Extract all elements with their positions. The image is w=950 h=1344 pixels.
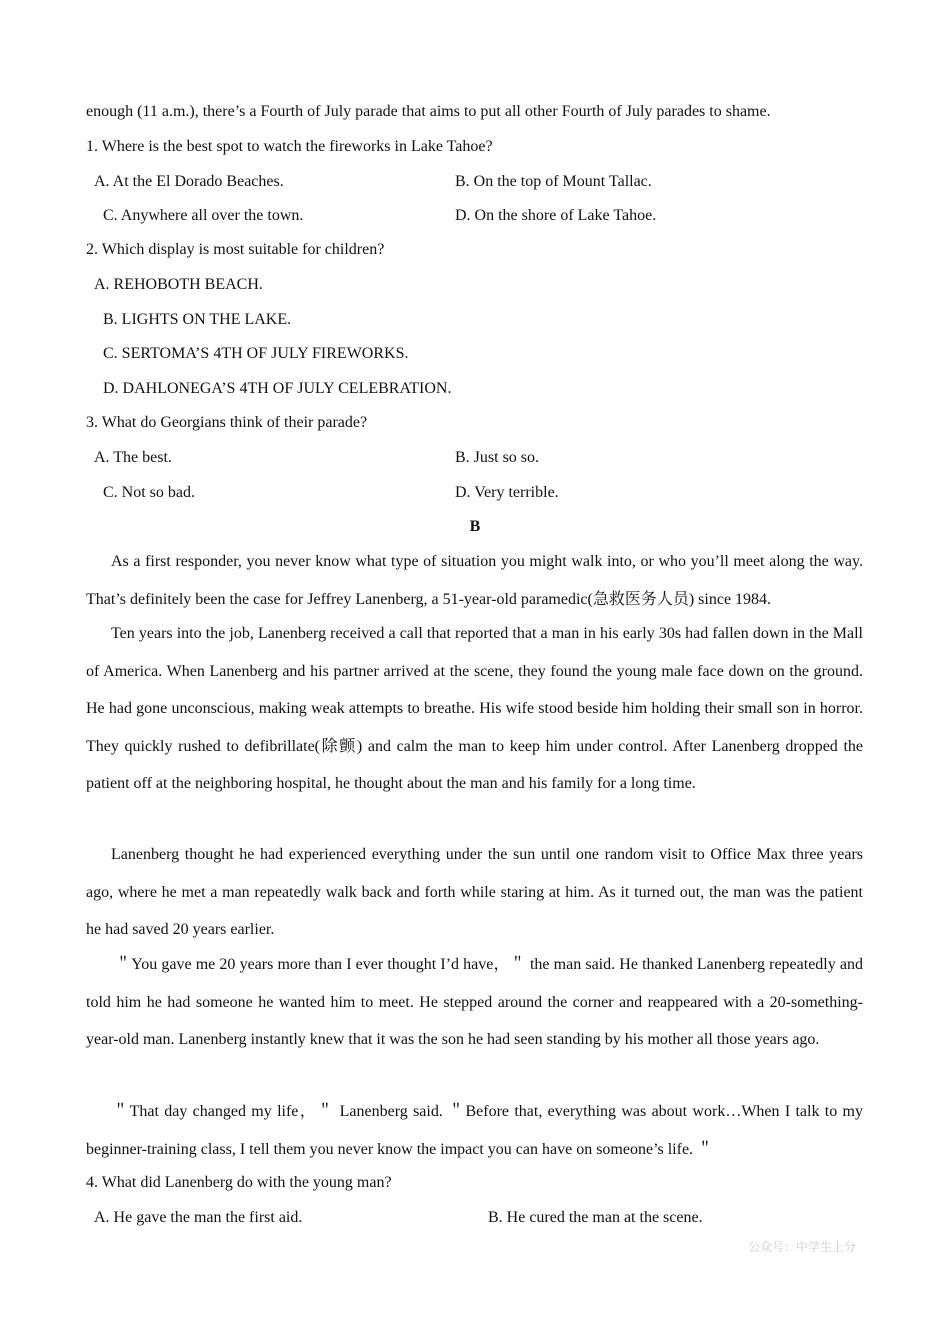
question-4: 4. What did Lanenberg do with the young man? [86, 1174, 392, 1191]
passage-b-paragraph-4: ＂You gave me 20 years more than I ever thought I’d have，＂ the man said. He thanked Lanenberg repeatedly and told him he had someone he wanted him to meet. He stepped around the corner and reappeared with a 20-something-year-old man. Lanenberg instantly knew that it was the son he had seen standing by his mother all those years ago. [86, 956, 863, 1048]
question-3: 3. What do Georgians think of their parade? [86, 414, 368, 431]
q4-option-a: A. He gave the man the first aid. [94, 1209, 303, 1226]
q4-option-b: B. He cured the man at the scene. [488, 1209, 703, 1226]
question-1: 1. Where is the best spot to watch the fireworks in Lake Tahoe? [86, 138, 493, 155]
passage-b-paragraph-1: As a first responder, you never know what type of situation you might walk into, or who you’ll meet along the way. That’s definitely been the case for Jeffrey Lanenberg, a 51-year-old paramedic(急救医务人员) since 1984. [86, 553, 863, 608]
q3-option-c: C. Not so bad. [103, 484, 195, 501]
q1-option-b: B. On the top of Mount Tallac. [455, 173, 652, 190]
passage-b-paragraph-3: Lanenberg thought he had experienced everything under the sun until one random visit to Office Max three years ago, where he met a man repeatedly walk back and forth while staring at him. As it turned out, the man was the patient he had saved 20 years earlier. [86, 846, 863, 938]
q1-option-c: C. Anywhere all over the town. [103, 207, 304, 224]
passage-b-paragraph-2: Ten years into the job, Lanenberg received a call that reported that a man in his early 30s had fallen down in the Mall of America. When Lanenberg and his partner arrived at the scene, they found the young male face down on the ground. He had gone unconscious, making weak attempts to breathe. His wife stood beside him holding their small son in horror. They quickly rushed to defibrillate(除颤) and calm the man to keep him under control. After Lanenberg dropped the patient off at the neighboring hospital, he thought about the man and his family for a long time. [86, 625, 863, 792]
passage-b-paragraph-5: ＂That day changed my life，＂ Lanenberg said. ＂Before that, everything was about work…When I talk to my beginner-training class, I tell them you never know the impact you can have on someone’s life. ＂ [86, 1103, 863, 1158]
q2-option-c: C. SERTOMA’S 4TH OF JULY FIREWORKS. [103, 345, 409, 362]
q1-option-a: A. At the El Dorado Beaches. [94, 173, 284, 190]
section-b-heading: B [469, 518, 481, 535]
q2-option-d: D. DAHLONEGA’S 4TH OF JULY CELEBRATION. [103, 380, 452, 397]
passage-a-tail: enough (11 a.m.), there’s a Fourth of July parade that aims to put all other Fourth of July parades to shame. [86, 103, 771, 120]
q1-option-d: D. On the shore of Lake Tahoe. [455, 207, 657, 224]
q3-option-b: B. Just so so. [455, 449, 540, 466]
question-2: 2. Which display is most suitable for children? [86, 241, 385, 258]
q2-option-b: B. LIGHTS ON THE LAKE. [103, 311, 292, 328]
watermark-text: 公众号：中学生上分 [748, 1240, 857, 1254]
q2-option-a: A. REHOBOTH BEACH. [94, 276, 263, 293]
q3-option-d: D. Very terrible. [455, 484, 559, 501]
q3-option-a: A. The best. [94, 449, 172, 466]
